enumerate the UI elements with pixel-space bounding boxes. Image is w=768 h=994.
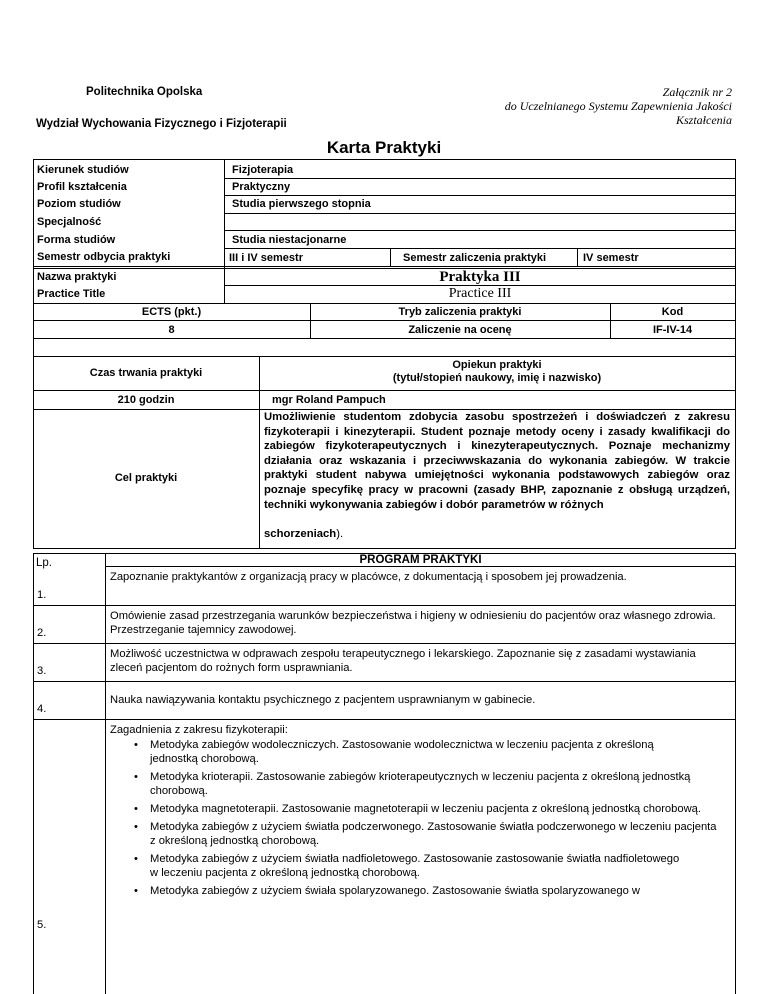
list-item: • Metodyka magnetoterapii. Zastosowanie magnetoterapii w leczeniu pacjenta z określoną jednostką chorobową. (150, 802, 725, 816)
tryb-label: Tryb zaliczenia praktyki (398, 306, 522, 318)
row-num-4: 4. (37, 703, 47, 715)
row-num-1: 1. (37, 589, 47, 601)
row-num-3: 3. (37, 665, 47, 677)
row-num-5: 5. (37, 919, 47, 931)
forma-label: Forma studiów (37, 234, 116, 246)
row-5-heading: Zagadnienia z zakresu fizykoterapii: (110, 724, 288, 736)
nazwa-value: Praktyka III (439, 269, 521, 285)
poziom-value: Studia pierwszego stopnia (232, 198, 371, 210)
kierunek-label: Kierunek studiów (37, 164, 129, 176)
fizykoterapia-list (110, 738, 725, 898)
list-item: • Metodyka zabiegów z użyciem świała spolaryzowanego. Zastosowanie światła spolaryzowanego w (150, 884, 725, 898)
opiekun-value: mgr Roland Pampuch (272, 394, 386, 406)
practice-title-label: Practice Title (37, 288, 106, 300)
kierunek-value: Fizjoterapia (232, 164, 294, 176)
row-text-3: Możliwość uczestnictwa w odprawach zespołu terapeutycznego i lekarskiego. Zapoznanie się z zasadami wystawiania zleceń pacjentom do rożnych form usprawniania. (110, 648, 696, 674)
cel-label: Cel praktyki (114, 472, 178, 484)
czas-value: 210 godzin (117, 394, 175, 406)
university-name: Politechnika Opolska (86, 86, 203, 98)
program-heading: PROGRAM PRAKTYKI (359, 554, 482, 566)
annex-line-2: do Uczelnianego Systemu Zapewnienia Jakości (504, 99, 732, 113)
ects-value: 8 (168, 324, 175, 336)
nazwa-label: Nazwa praktyki (37, 271, 117, 283)
list-item: • Metodyka krioterapii. Zastosowanie zabiegów krioterapeutycznych w leczeniu pacjenta z określoną jednostką chorobową. (150, 770, 720, 798)
list-item: • Metodyka zabiegów z użyciem światła podczerwonego. Zastosowanie światła podczerwonego w leczeniu pacjenta z określoną jednostką chorobową. (150, 820, 720, 848)
list-item: • Metodyka zabiegów wodoleczniczych. Zastosowanie wodolecznictwa w leczeniu pacjenta z określoną jednostką chorobową. (150, 738, 690, 766)
ects-label: ECTS (pkt.) (141, 306, 202, 318)
faculty-name: Wydział Wychowania Fizycznego i Fizjoterapii (36, 118, 287, 130)
kod-value: IF-IV-14 (652, 324, 693, 336)
cel-last-word: schorzeniach (264, 528, 337, 540)
cel-value (264, 410, 730, 512)
cel-last-end: ). (336, 528, 344, 540)
semestr-value: III i IV semestr (229, 252, 303, 264)
annex-line-1: Załącznik nr 2 (662, 85, 732, 99)
row-text-5 (110, 723, 725, 898)
profil-value: Praktyczny (232, 181, 291, 193)
kod-label: Kod (661, 306, 684, 318)
row-text-4: Nauka nawiązywania kontaktu psychicznego z pacjentem usprawnianym w gabinecie. (110, 694, 536, 706)
page-title: Karta Praktyki (326, 138, 442, 157)
cel-text: Umożliwienie studentom zdobycia zasobu spostrzeżeń i doświadczeń z zakresu fizykoterapii i kinezyterapii. Student poznaje metody oceny i zasady kwalifikacji do zabiegów fizykoterapeutycznych i kinezyterapeutycznych. Poznaje mechanizmy działania oraz wskazania i przeciwwskazania do wykonania zabiegów. W trakcie praktyki student nabywa umiejętności wykonania podstawowych zabiegów oraz poznaje specyfikę pracy w pracowni (zasady BHP, zapoznanie z obsługą urządzeń, techniki wykonywania zabiegów i dobór parametrów w różnych (264, 411, 730, 511)
semestr-zal-label: Semestr zaliczenia praktyki (403, 252, 547, 264)
opiekun-label (259, 359, 735, 385)
list-item: • Metodyka zabiegów z użyciem światła nadfioletowego. Zastosowanie zastosowanie światła nadfioletowego w leczeniu pacjenta z określoną jednostką chorobową. (150, 852, 680, 880)
tryb-value: Zaliczenie na ocenę (408, 324, 512, 336)
semestr-label: Semestr odbycia praktyki (37, 251, 171, 263)
opiekun-label-line-2: (tytuł/stopień naukowy, imię i nazwisko) (392, 372, 602, 384)
czas-label: Czas trwania praktyki (89, 367, 203, 379)
opiekun-label-line-1: Opiekun praktyki (452, 359, 542, 371)
row-text-2: Omówienie zasad przestrzegania warunków bezpieczeństwa i higieny w odniesieniu do pacjentów oraz własnego zdrowia. Przestrzeganie tajemnicy zawodowej. (110, 610, 716, 636)
lp-label: Lp. (36, 557, 52, 569)
annex-line-3: Kształcenia (676, 113, 732, 127)
annex-note (412, 85, 732, 127)
specjalnosc-label: Specjalność (37, 216, 102, 228)
profil-label: Profil kształcenia (37, 181, 127, 193)
semestr-zal-value: IV semestr (583, 252, 639, 264)
practice-title-value: Practice III (448, 286, 512, 301)
forma-value: Studia niestacjonarne (232, 234, 347, 246)
row-num-2: 2. (37, 627, 47, 639)
cel-last-line (264, 527, 343, 541)
poziom-label: Poziom studiów (37, 198, 121, 210)
row-text-1: Zapoznanie praktykantów z organizacją pracy w placówce, z dokumentacją i sposobem jej prowadzenia. (110, 571, 627, 583)
